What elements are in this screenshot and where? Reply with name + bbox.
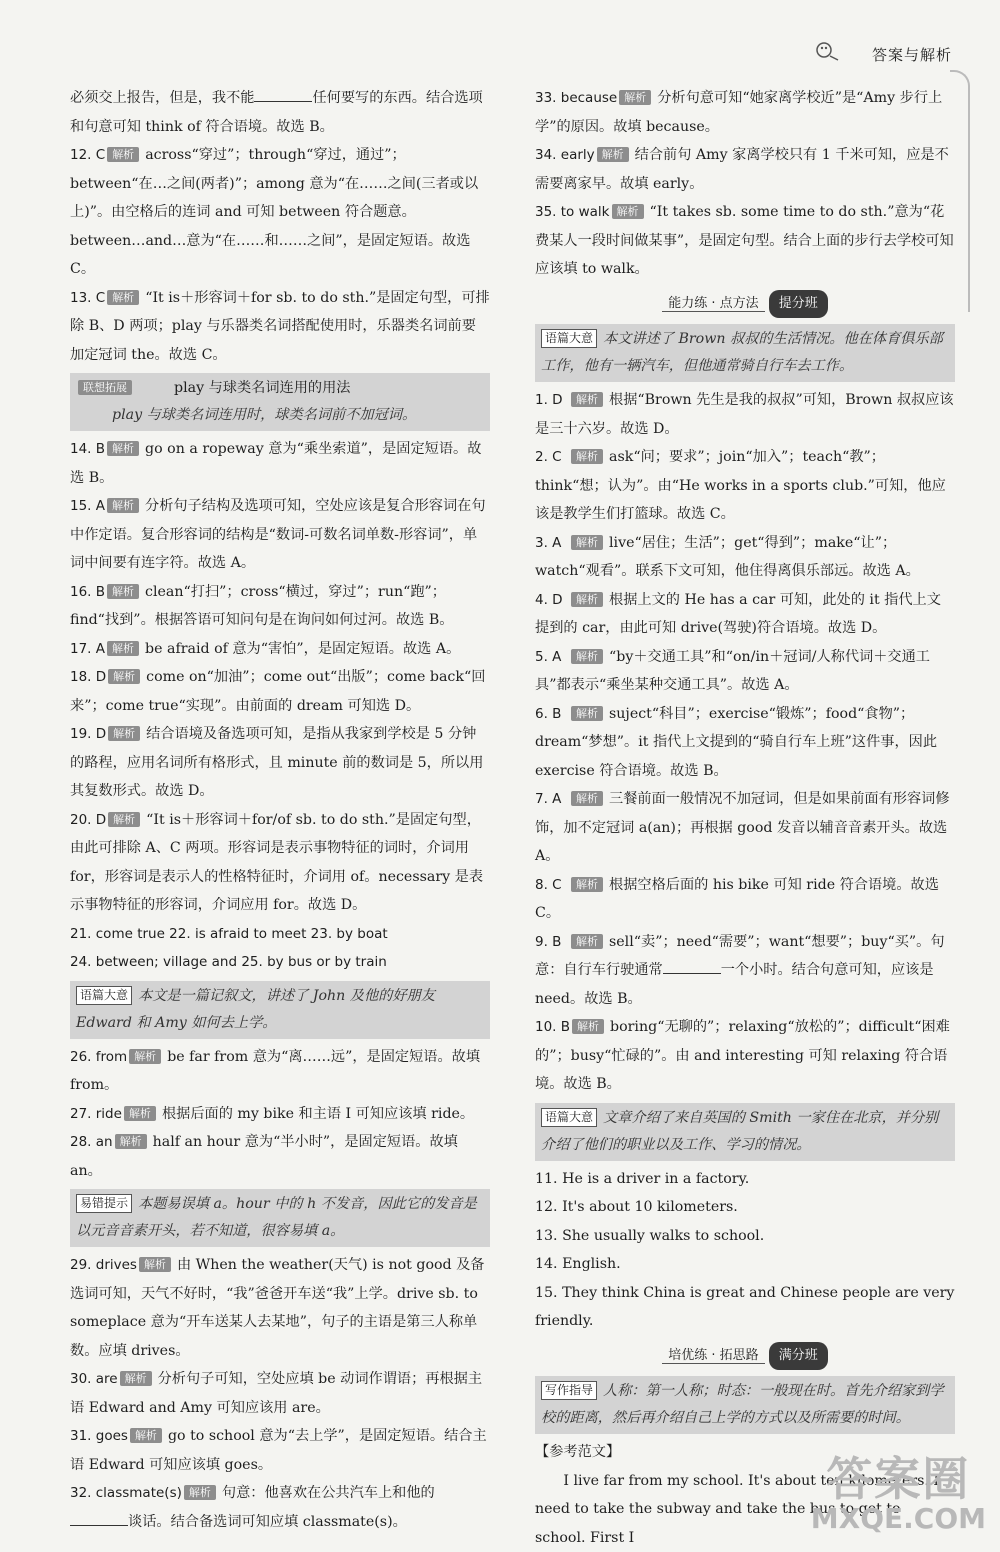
answer-r8: 8. C 解析 根据空格后面的 his bike 可知 ride 符合语境。故选 C。 <box>535 871 955 928</box>
answer-r5: 5. A 解析 “by＋交通工具”和“on/in＋冠词/人称代词＋交通工具”都表示“乘坐某种交通工具”。故选 A。 <box>535 643 955 700</box>
answer-r9: 9. B 解析 sell“卖”；need“需要”；want“想要”；buy“买”。句意：自行车行驶通常 一个小时。结合句意可知，应该是 need。故选 B。 <box>535 928 955 1014</box>
answer-b11: 11. He is a driver in a factory. <box>535 1165 955 1194</box>
answer-14: 14. B 解析 go on a ropeway 意为“乘坐索道”，是固定短语。故选 B。 <box>70 435 490 492</box>
answer-r3: 3. A 解析 live“居住；生活”；get“得到”；make“让”；watch“观看”。联系下文可知，他住得离俱乐部远。故选 A。 <box>535 529 955 586</box>
answer-r1: 1. D 解析 根据“Brown 先生是我的叔叔”可知，Brown 叔叔应该是三十六岁。故选 D。 <box>535 386 955 443</box>
passage-summary-3: 语篇大意 文章介绍了来自英国的 Smith 一家住在北京，并分别介绍了他们的职业以及工作、学习的情况。 <box>535 1103 955 1161</box>
answer-27: 27. ride 解析 根据后面的 my bike 和主语 I 可知应该填 ride。 <box>70 1100 490 1129</box>
reference-essay-heading: 【参考范文】 <box>535 1438 955 1467</box>
right-column <box>535 84 955 1552</box>
writing-guide: 写作指导 人称：第一人称；时态：一般现在时。首先介绍家到学校的距离，然后再介绍自己上学的方式以及所需要的时间。 <box>535 1376 955 1434</box>
section-banner-advanced: 培优练 · 拓思路 满分班 <box>535 1342 955 1371</box>
answer-20: 20. D 解析 “It is＋形容词＋for/of sb. to do sth.”是固定句型，由此可排除 A、C 两项。形容词是表示事物特征的词时，介词用 for，形容词是表示人的性格特征时，介词用 of。necessary 是表示事物特征的形容词，介词应用 for。故选 D。 <box>70 806 490 920</box>
answer-35: 35. to walk 解析 “It takes sb. some time to do sth.”意为“花费某人一段时间做某事”，是固定句型。结合上面的步行去学校可知应该填 to walk。 <box>535 198 955 284</box>
answer-19: 19. D 解析 结合语境及备选项可知，是指从我家到学校是 5 分钟的路程，应用名词所有格形式，且 minute 前的数词是 5，所以用其复数形式。故选 D。 <box>70 720 490 806</box>
header-title: 答案与解析 <box>872 44 952 65</box>
answer-32: 32. classmate(s) 解析 句意：他喜欢在公共汽车上和他的谈话。结合备选词可知应填 classmate(s)。 <box>70 1479 490 1536</box>
left-column <box>70 84 490 1536</box>
answer-34: 34. early 解析 结合前句 Amy 家离学校只有 1 千米可知，应是不需要离家早。故填 early。 <box>535 141 955 198</box>
answer-31: 31. goes 解析 go to school 意为“去上学”，是固定短语。结合主语 Edward 可知应该填 goes。 <box>70 1422 490 1479</box>
answer-b13: 13. She usually walks to school. <box>535 1222 955 1251</box>
answers-24-25: 24. between; village and 25. by bus or by train <box>70 948 490 977</box>
section-banner-ability: 能力练 · 点方法 提分班 <box>535 290 955 319</box>
passage-summary-2: 语篇大意 本文讲述了 Brown 叔叔的生活情况。他在体育俱乐部工作，他有一辆汽车，但他通常骑自行车去工作。 <box>535 324 955 382</box>
answer-28: 28. an 解析 half an hour 意为“半小时”，是固定短语。故填 an。 <box>70 1128 490 1185</box>
answer-b14: 14. English. <box>535 1250 955 1279</box>
answer-17: 17. A 解析 be afraid of 意为“害怕”，是固定短语。故选 A。 <box>70 635 490 664</box>
answer-r6: 6. B 解析 suject“科目”；exercise“锻炼”；food“食物”；dream“梦想”。it 指代上文提到的“骑自行车上班”这件事，因此 exercise 符合语境。故选 B。 <box>535 700 955 786</box>
tip-box-hour: 易错提示 本题易误填 a。hour 中的 h 不发音，因此它的发音是以元音音素开头，若不知道，很容易填 a。 <box>70 1189 490 1247</box>
answer-29: 29. drives 解析 由 When the weather(天气) is not good 及备选词可知，天气不好时，“我”爸爸开车送“我”上学。drive sb. to someplace 意为“开车送某人去某地”，句子的主语是第三人称单数。应填 drives。 <box>70 1251 490 1365</box>
answer-r10: 10. B 解析 boring“无聊的”；relaxing“放松的”；difficult“困难的”；busy“忙碌的”。由 and interesting 可知 relaxing 符合语境。故选 B。 <box>535 1013 955 1099</box>
tip-box-play: 联想拓展 play 与球类名词连用的用法 play 与球类名词连用时，球类名词前不加冠词。 <box>70 373 490 431</box>
answer-b15: 15. They think China is great and Chinese people are very friendly. <box>535 1279 955 1336</box>
answer-33: 33. because 解析 分析句意可知“她家离学校近”是“Amy 步行上学”的原因。故填 because。 <box>535 84 955 141</box>
answer-13: 13. C 解析 “It is＋形容词＋for sb. to do sth.”是固定句型，可排除 B、D 两项；play 与乐器类名词搭配使用时，乐器类名词前要加定冠词 the。故选 C。 <box>70 284 490 370</box>
passage-summary-1: 语篇大意 本文是一篇记叙文，讲述了 John 及他的好朋友 Edward 和 Amy 如何去上学。 <box>70 981 490 1039</box>
header-decoration-icon <box>814 38 840 64</box>
intro-text: 必须交上报告，但是，我不能 任何要写的东西。结合选项和句意可知 think of 符合语境。故选 B。 <box>70 84 490 141</box>
answer-r2: 2. C 解析 ask“问；要求”；join“加入”；teach“教”；think“想；认为”。由“He works in a sports club.”可知，他应该是教学生们打篮球。故选 C。 <box>535 443 955 529</box>
answer-18: 18. D 解析 come on“加油”；come out“出版”；come back“回来”；come true“实现”。由前面的 dream 可知选 D。 <box>70 663 490 720</box>
answer-16: 16. B 解析 clean“打扫”；cross“横过，穿过”；run“跑”；find“找到”。根据答语可知问句是在询问如何过河。故选 B。 <box>70 578 490 635</box>
answer-12: 12. C 解析 across“穿过”；through“穿过，通过”；between“在…之间(两者)”；among 意为“在……之间(三者或以上)”。由空格后的连词 and 可知 between 符合题意。between…and…意为“在……和……之间”，是固定短语。故选 C。 <box>70 141 490 284</box>
answer-26: 26. from 解析 be far from 意为“离……远”，是固定短语。故填 from。 <box>70 1043 490 1100</box>
site-watermark: 答案圈 MXQE.COM <box>811 1454 986 1534</box>
answer-r4: 4. D 解析 根据上文的 He has a car 可知，此处的 it 指代上文提到的 car，由此可知 drive(驾驶)符合语境。故选 D。 <box>535 586 955 643</box>
answer-r7: 7. A 解析 三餐前面一般情况不加冠词，但是如果前面有形容词修饰，加不定冠词 a(an)；再根据 good 发音以辅音音素开头。故选 A。 <box>535 785 955 871</box>
answer-15: 15. A 解析 分析句子结构及选项可知，空处应该是复合形容词在句中作定语。复合形容词的结构是“数词-可数名词单数-形容词”，单词中间要有连字符。故选 A。 <box>70 492 490 578</box>
answer-b12: 12. It's about 10 kilometers. <box>535 1193 955 1222</box>
answers-21-23: 21. come true 22. is afraid to meet 23. by boat <box>70 920 490 949</box>
reference-essay-text: I live far from my school. It's about ten kilometers. I need to take the subway and take the bus to get to school. First I <box>535 1467 955 1552</box>
answer-30: 30. are 解析 分析句子可知，空处应填 be 动词作谓语；再根据主语 Edward and Amy 可知应该用 are。 <box>70 1365 490 1422</box>
